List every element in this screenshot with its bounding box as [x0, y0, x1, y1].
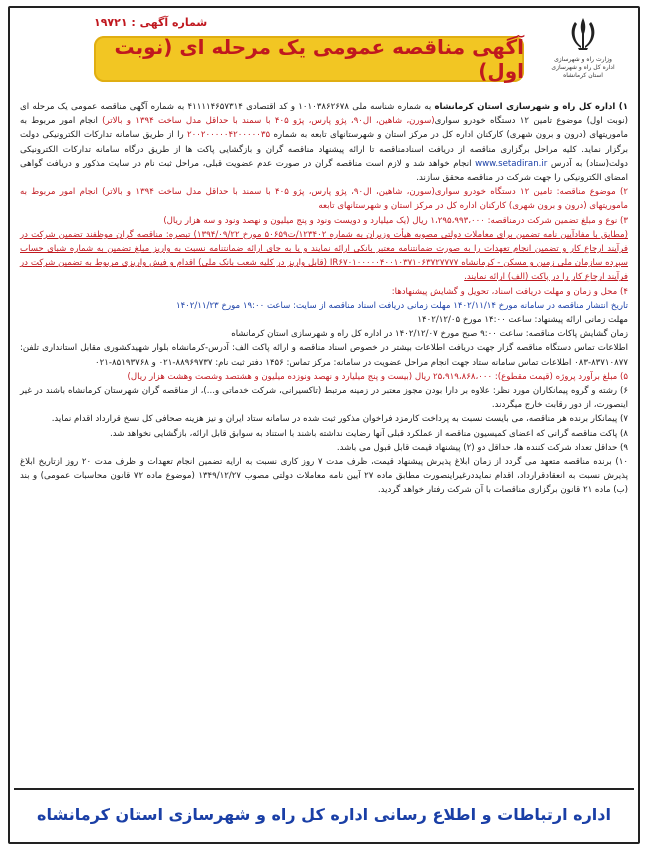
ad-number: شماره آگهی : ۱۹۷۲۱: [94, 16, 208, 29]
org-line: وزارت راه و شهرسازی: [554, 56, 612, 63]
clause-1-text-4: انجام خواهد شد و لازم است مناقصه گران در صورت عدم عضویت قبلی، مراحل ثبت نام در سایت مذکور و دریافت گواهی امضای الکترونیکی را جهت شرکت در مناقصه محقق سازند.: [20, 158, 628, 184]
clause-10: ۱۰) برنده مناقصه متعهد می گردد از زمان ابلاغ پذیرش پیشنهاد قیمت، ظرف مدت ۷ روز کاری نسبت به ارایه تضمین انجام تعهدات و ظرف مدت ۲۰ روز ازتاریخ ابلاغ پذیرش نسبت به انعقادقرارداد، اقدام نمایددرغیراینصورت مطابق ماده ۲۷ آیین نامه معاملات دولتی مصوب ۱۳۴۹/۱۲/۲۷ (موضوع ماده ۷۲ قانون محاسبات عمومی) و بند (ب) ماده ۲۱ قانون برگزاری مناقصات با آن شرکت رفتار خواهد گردید.: [20, 457, 628, 496]
clause-4-publish: تاریخ انتشار مناقصه در سامانه مورخ ۱۴۰۲/۱۱/۱۴ مهلت زمانی دریافت اسناد مناقصه از سایت: ساعت ۱۹:۰۰ مورخ ۱۴۰۲/۱۱/۲۳: [175, 300, 628, 311]
ad-frame: [8, 6, 640, 844]
clause-1-lead: ۱) اداره کل راه و شهرسازی استان کرمانشاه: [434, 102, 628, 112]
ad-footer: [14, 788, 634, 838]
clause-4-opening: زمان گشایش پاکات مناقصه: ساعت ۹:۰۰ صبح مورخ ۱۴۰۲/۱۲/۰۷ در اداره کل راه و شهرسازی استان کرمانشاه: [231, 329, 628, 340]
title-banner: [94, 36, 524, 82]
clause-4-title: ۴) محل و زمان و مهلت دریافت اسناد، تحویل و گشایش پیشنهادها:: [391, 286, 628, 297]
clause-1-vehicles: (سورن، شاهین، ال۹۰، پژو پارس، پژو ۴۰۵ با سمند با حداقل مدل ساخت ۱۳۹۴ و بالاتر): [102, 116, 435, 127]
iran-emblem-icon: [563, 14, 603, 54]
clause-2: ۲) موضوع مناقصه: تامین ۱۲ دستگاه خودرو سواری(سورن، شاهین، ال۹۰، پژو پارس، پژو ۴۰۵ با سمند با حداقل مدل ساخت ۱۳۹۴ و بالاتر) انجام امور مربوط به ماموریتهای (درون و برون شهری) کارکنان اداره کل در مرکز استان و شهرستانهای تابعه: [20, 187, 628, 212]
clause-1-text: به شماره شناسه ملی ۱۰۱۰۳۸۶۲۶۷۸ و کد اقتصادی ۴۱۱۱۱۴۶۵۷۳۱۴ به شماره آگهی مناقصه عمومی یک مرحله ای (نوبت اول) موضوع تامین ۱۲ دستگاه خودرو سواری: [20, 102, 629, 127]
clause-1-text-3: را از طریق سامانه تدارکات الکترونیکی دولت برگزار نماید. کلیه مراحل برگزاری مناقصه از دریافت اسنادمناقصه تا ارائه پیشنهاد مناقصه گران و بازگشایی پاکت ها از طریق درگاه سامانه تدارکات الکترونیکی دولت(ستاد) به آدرس: [20, 130, 628, 169]
org-logo: [538, 14, 628, 90]
clause-5: ۵) مبلغ برآورد پروژه (قیمت مقطوع): ۲۵،۹۱۹،۸۶۸،۰۰۰ ریال (بیست و پنج میلیارد و نهصد ونوزده میلیون و هشتصد وشصت وهشت هزار ریال): [127, 371, 628, 382]
clause-1-tender-number: ۲۰۰۲۰۰۰۰۰۴۲۰۰۰۰۰۳۵: [183, 130, 274, 141]
clause-4-contact: اطلاعات تماس دستگاه مناقصه گزار جهت دریافت اطلاعات بیشتر در خصوص اسناد مناقصه و ارائه پاکت الف: آدرس-کرمانشاه بلوار شهیدکشوری مقابل استانداری تلفن: ۸۳۷۱۰۸۷۷-۰۸۳ اطلاعات تماس سامانه ستاد جهت انجام مراحل عضویت در سامانه: مرکز تماس: ۱۴۵۶ دفتر ثبت نام: ۸۸۹۶۹۷۳۷-۰۲۱ و ۸۵۱۹۳۷۶۸-۰۲۱: [20, 343, 628, 368]
clause-4-deadline: مهلت زمانی ارائه پیشنهاد: ساعت ۱۴:۰۰ مورخ ۱۴۰۲/۱۲/۰۵: [417, 315, 628, 326]
ad-title: آگهی مناقصه عمومی یک مرحله ای (نوبت اول): [114, 35, 524, 83]
org-line: استان کرمانشاه: [563, 72, 603, 79]
clause-1: [20, 100, 628, 185]
clause-3-note: (مطابق با مفادآیین نامه تضمین برای معاملات دولتی مصوبه هیأت وزیران به شماره ۱۲۳۴۰۲/ت۵۰۶۵۹ مورخ ۱۳۹۴/۰۹/۲۲) تبصره: مناقصه گران موظفند تضمین شرکت در فرآیند ارجاع کار و تضمین انجام تعهدات را به صورت ضمانتنامه معتبر بانکی ارائه نمایند و یا به جای ارائه ضمانتنامه نسبت به واریز مبلغ تضمین به شماره شبای حساب سپرده سازمان ملی زمین و مسکن - کرمانشاه IR۶۷۰۱۰۰۰۰۰۴۰۰۱۰۳۷۱۰۶۳۷۲۷۷۷۷ (قابل واریز در کلیه شعب بانک ملی) اقدام و فیش واریزی مربوط به تضمین شرکت در فرآیند ارجاع کار را در پاکت (الف) ارائه نمایند.: [20, 229, 629, 283]
setad-link[interactable]: www.setadiran.ir: [471, 158, 551, 169]
footer-text: اداره ارتباطات و اطلاع رسانی اداره کل راه و شهرسازی استان کرمانشاه: [37, 804, 611, 824]
clause-8: ۸) پاکت مناقصه گرانی که اعضای کمیسیون مناقصه از عملکرد قبلی آنها رضایت نداشته باشند با استناد به سوابق قابل ارائه، بازگشایی نخواهد شد.: [109, 428, 628, 439]
ad-header: [14, 12, 634, 92]
clause-1-text-2: انجام امور مربوط به ماموریتهای (درون و برون شهری) کارکنان اداره کل در مرکز استان و شهرستانهای تابعه به شماره: [20, 116, 628, 141]
clause-9: ۹) حداقل تعداد شرکت کننده ها، حداقل دو (۲) پیشنهاد قیمت قابل قبول می باشد.: [336, 442, 628, 453]
org-line: اداره کل راه و شهرسازی: [551, 64, 615, 71]
clause-3: ۳) نوع و مبلغ تضمین شرکت درمناقصه: ۱،۲۹۵،۹۹۳،۰۰۰ ریال (یک میلیارد و دویست ونود و پنج میلیون و نهصد ونود و سه هزار ریال): [163, 215, 628, 226]
clause-7: ۷) پیمانکار برنده هر مناقصه، می بایست نسبت به پرداخت کارمزد فراخوان مذکور ثبت شده در سامانه ستاد ایران و نیز هزینه صحافی کل نسخ قرارداد اقدام نماید.: [51, 414, 628, 425]
ad-body: [14, 100, 634, 498]
clause-6: ۶) رشته و گروه پیمانکاران مورد نظر: علاوه بر دارا بودن مجوز معتبر در زمینه مرتبط (تاکسیرانی، شرکت خدماتی و...)، از مناقصه گران شهرستان کرمانشاه باشند در غیر اینصورت، از دور رقابت خارج میگردند.: [20, 386, 628, 411]
